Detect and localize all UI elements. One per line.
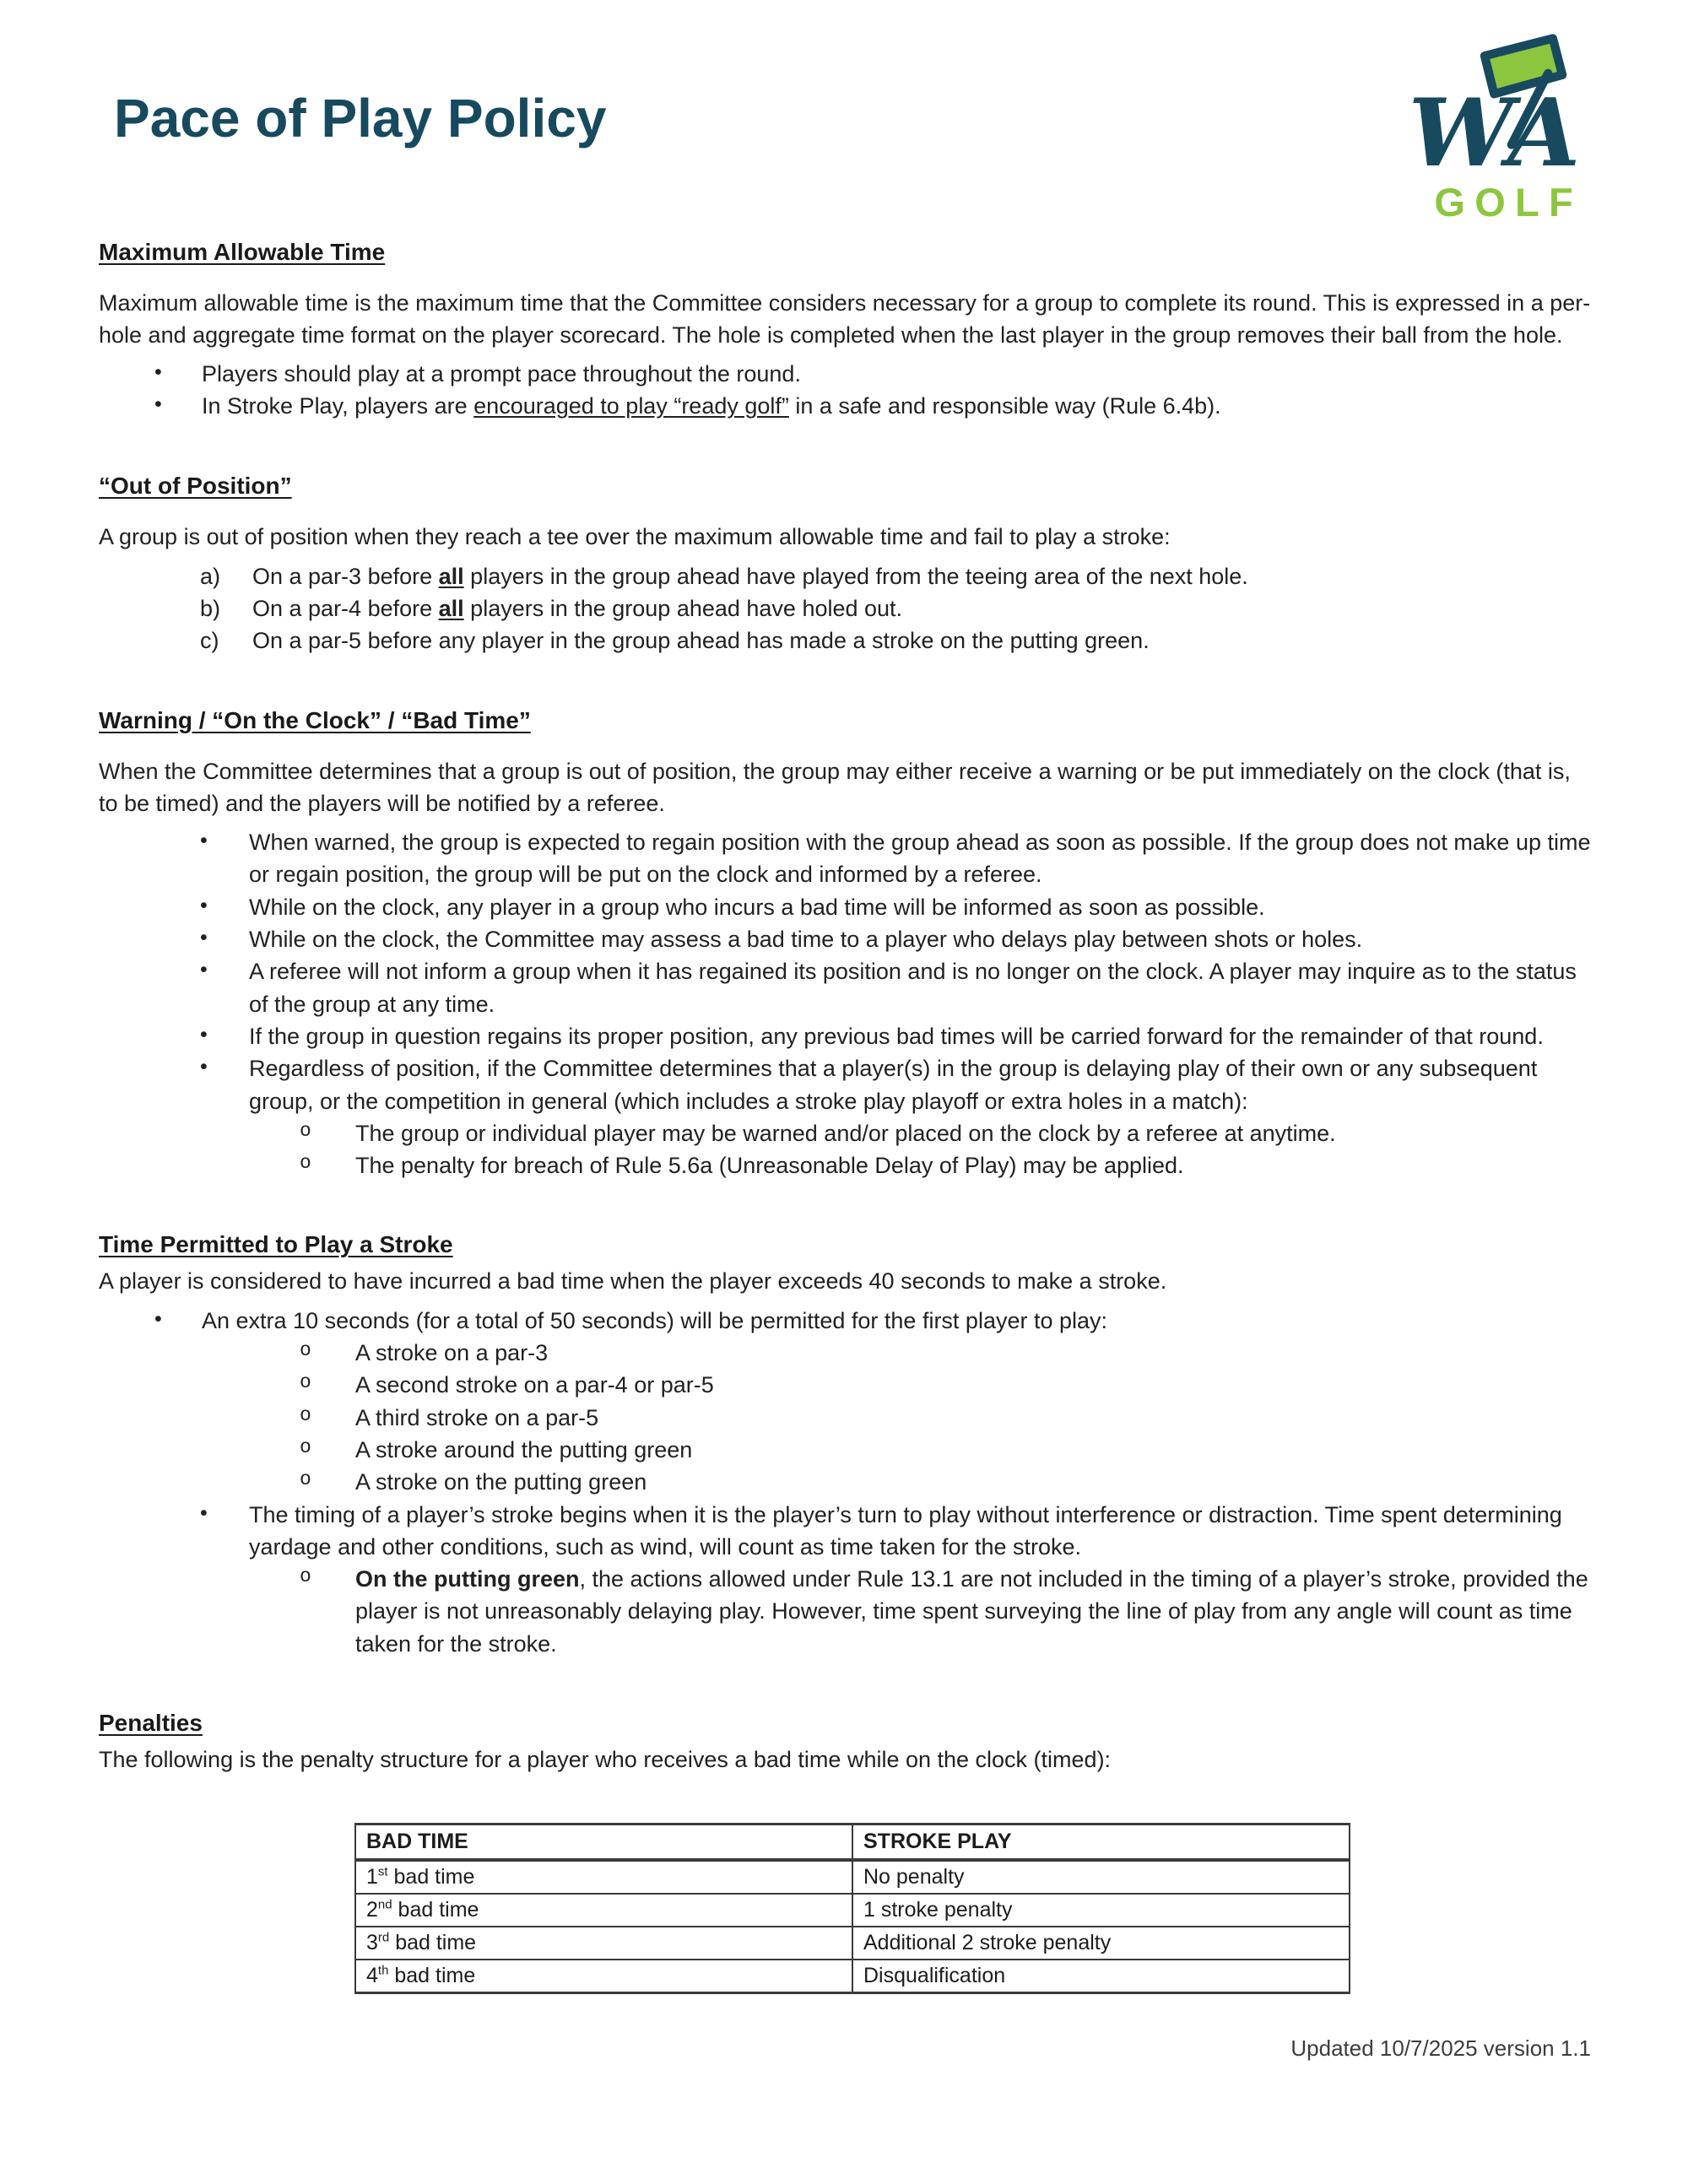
ordinal-number: 2 — [366, 1897, 378, 1922]
list-item-text: While on the clock, any player in a group who incurs a bad time will be informed as soon as possible. — [249, 894, 1265, 920]
bullet-marker: • — [200, 1500, 208, 1525]
text-run: On a par-4 before — [252, 595, 439, 621]
alpha-marker: b) — [200, 595, 221, 621]
cell-bad-time — [355, 1927, 852, 1960]
ordinal-suffix: th — [377, 1963, 389, 1978]
ordinal-suffix: nd — [377, 1897, 392, 1912]
cell-bad-time — [355, 1960, 852, 1993]
cell-penalty: No penalty — [852, 1860, 1350, 1894]
list-item — [99, 1117, 1591, 1149]
list-item-text: A stroke on the putting green — [355, 1469, 647, 1495]
text-run: players in the group ahead have played from the teeing area of the next hole. — [463, 563, 1248, 589]
list-item-text: A stroke on a par-3 — [355, 1339, 549, 1365]
list-item — [99, 1563, 1591, 1660]
text-run: In Stroke Play, players are — [202, 393, 474, 419]
list-item — [99, 358, 1591, 390]
circle-marker: o — [300, 1119, 311, 1142]
version-footer: Updated 10/7/2025 version 1.1 — [1290, 2035, 1591, 2061]
list-item — [99, 826, 1591, 891]
circle-marker: o — [300, 1468, 311, 1491]
bold-underlined-text-run: all — [438, 595, 464, 621]
circle-marker: o — [300, 1152, 311, 1175]
cell-penalty: Disqualification — [852, 1960, 1350, 1993]
heading-warning-on-the-clock: Warning / “On the Clock” / “Bad Time” — [99, 706, 531, 733]
page-title: Pace of Play Policy — [114, 88, 607, 149]
list-item-text: A referee will not inform a group when it has regained its position and is no longer on the clock. A player may inquire as to the status of the group at any time. — [249, 959, 1577, 1017]
bullet-marker: • — [200, 828, 208, 852]
bullet-marker: • — [154, 359, 162, 384]
column-header-stroke-play: STROKE PLAY — [852, 1825, 1350, 1860]
cell-bad-time — [355, 1860, 852, 1894]
list-item — [99, 592, 1591, 624]
cell-penalty: Additional 2 stroke penalty — [852, 1927, 1350, 1960]
list-item-text: Players should play at a prompt pace throughout the round. — [202, 360, 801, 387]
list-item-text: A stroke around the putting green — [355, 1436, 693, 1462]
list-item-text: Regardless of position, if the Committee determines that a player(s) in the group is delaying play of their own or any subsequent group, or the competition in general (which includes a stroke play playoff or extra holes in a match): — [249, 1056, 1538, 1114]
table-header-row — [355, 1825, 1350, 1860]
list-item-text: The penalty for breach of Rule 5.6a (Unreasonable Delay of Play) may be applied. — [355, 1153, 1184, 1179]
text-run: bad time — [387, 1864, 475, 1889]
ordinal-number: 4 — [366, 1963, 378, 1987]
paragraph-time-permitted: A player is considered to have incurred a bad time when the player exceeds 40 seconds to make a stroke. — [99, 1268, 1167, 1295]
list-time-permitted — [99, 1305, 1591, 1661]
bullet-marker: • — [200, 925, 208, 949]
ordinal-number: 1 — [366, 1864, 378, 1889]
heading-penalties: Penalties — [99, 1710, 203, 1737]
logo-wa-text: WA — [1408, 78, 1581, 188]
bold-underlined-text-run: all — [438, 563, 464, 589]
list-item-text: When warned, the group is expected to regain position with the group ahead as soon as possible. If the group does not make up time or regain position, the group will be put on the clock and informed by a referee. — [249, 829, 1591, 888]
table-row — [355, 1960, 1350, 1993]
paragraph-warning: When the Committee determines that a group is out of position, the group may either receive a warning or be put immediately on the clock (that is, to be timed) and the players will be notified by a referee. — [99, 759, 1571, 816]
circle-marker: o — [300, 1338, 311, 1361]
list-warning — [99, 826, 1591, 1182]
paragraph-penalties: The following is the penalty structure for a player who receives a bad time while on the clock (timed): — [99, 1746, 1112, 1772]
list-item — [99, 891, 1591, 923]
list-item-text: An extra 10 seconds (for a total of 50 seconds) will be permitted for the first player to play: — [202, 1307, 1108, 1333]
bullet-marker: • — [200, 958, 208, 982]
list-item — [99, 1369, 1591, 1401]
text-run: bad time — [389, 1930, 477, 1954]
text-run: in a safe and responsible way (Rule 6.4b). — [788, 393, 1221, 419]
ordinal-number: 3 — [366, 1930, 378, 1954]
list-item — [99, 1305, 1591, 1337]
circle-marker: o — [300, 1435, 311, 1458]
list-item-text — [252, 592, 1591, 624]
cell-bad-time — [355, 1894, 852, 1927]
alpha-marker: a) — [200, 563, 221, 589]
bullet-marker: • — [200, 1022, 208, 1046]
table-row — [355, 1894, 1350, 1927]
wa-golf-logo — [1405, 32, 1604, 230]
list-item-text: A second stroke on a par-4 or par-5 — [355, 1372, 714, 1398]
list-item-text — [252, 560, 1591, 592]
heading-maximum-allowable-time: Maximum Allowable Time — [99, 238, 386, 265]
list-item — [99, 1434, 1591, 1466]
heading-out-of-position: “Out of Position” — [99, 472, 292, 499]
text-run: bad time — [392, 1897, 479, 1922]
list-item-text: If the group in question regains its proper position, any previous bad times will be carried forward for the remainder of that round. — [249, 1023, 1544, 1049]
list-item-text: A third stroke on a par-5 — [355, 1404, 599, 1430]
paragraph-maximum-allowable-time: Maximum allowable time is the maximum time that the Committee considers necessary for a group to complete its round. This is expressed in a per-hole and aggregate time format on the player scorecard. The hole is completed when the last player in the group removes their ball from the hole. — [99, 290, 1591, 348]
list-item-text: The group or individual player may be warned and/or placed on the clock by a referee at anytime. — [355, 1120, 1336, 1146]
text-run: bad time — [388, 1963, 476, 1987]
penalty-table — [354, 1823, 1350, 1994]
cell-penalty: 1 stroke penalty — [852, 1894, 1350, 1927]
list-out-of-position — [99, 560, 1591, 657]
ordinal-suffix: st — [377, 1864, 388, 1879]
bullet-marker: • — [200, 1055, 208, 1079]
list-item — [99, 1149, 1591, 1181]
logo-golf-text: GOLF — [1434, 180, 1583, 225]
table-row — [355, 1927, 1350, 1960]
list-item — [99, 1052, 1591, 1117]
text-run: , the actions allowed under Rule 13.1 are not included in the timing of a player’s stroke, provided the player is not unreasonably delaying play. However, time spent surveying the line of play from any angle will count as time taken for the stroke. — [355, 1566, 1588, 1657]
list-item-text: On a par-5 before any player in the group ahead has made a stroke on the putting green. — [252, 628, 1150, 654]
bullet-marker: • — [200, 893, 208, 917]
list-item — [99, 1499, 1591, 1564]
list-maximum-allowable-time — [99, 358, 1591, 423]
list-item — [99, 955, 1591, 1020]
circle-marker: o — [300, 1371, 311, 1394]
circle-marker: o — [300, 1565, 311, 1588]
heading-time-permitted: Time Permitted to Play a Stroke — [99, 1231, 453, 1258]
list-item — [99, 923, 1591, 955]
circle-marker: o — [300, 1403, 311, 1426]
bullet-marker: • — [154, 1306, 162, 1331]
list-item — [99, 624, 1591, 657]
list-item — [99, 1020, 1591, 1052]
list-item — [99, 1466, 1591, 1498]
list-item — [99, 390, 1591, 422]
bold-text-run: On the putting green — [355, 1566, 580, 1592]
list-item — [99, 1337, 1591, 1369]
list-item-text: The timing of a player’s stroke begins when it is the player’s turn to play without interference or distraction. Time spent determining yardage and other conditions, such as wind, will count as time taken for the stroke. — [249, 1501, 1562, 1560]
list-item — [99, 560, 1591, 592]
list-item-text — [202, 390, 1591, 422]
text-run: On a par-3 before — [252, 563, 439, 589]
list-item-text — [355, 1563, 1591, 1660]
text-run: players in the group ahead have holed out. — [463, 595, 903, 621]
underlined-text-run: encouraged to play “ready golf” — [473, 393, 789, 419]
ordinal-suffix: rd — [377, 1930, 390, 1945]
paragraph-out-of-position: A group is out of position when they reach a tee over the maximum allowable time and fail to play a stroke: — [99, 524, 1171, 550]
list-item — [99, 1402, 1591, 1434]
bullet-marker: • — [154, 392, 162, 417]
list-item-text: While on the clock, the Committee may assess a bad time to a player who delays play between shots or holes. — [249, 926, 1363, 952]
alpha-marker: c) — [200, 628, 219, 654]
table-row — [355, 1860, 1350, 1894]
column-header-bad-time: BAD TIME — [355, 1825, 852, 1860]
